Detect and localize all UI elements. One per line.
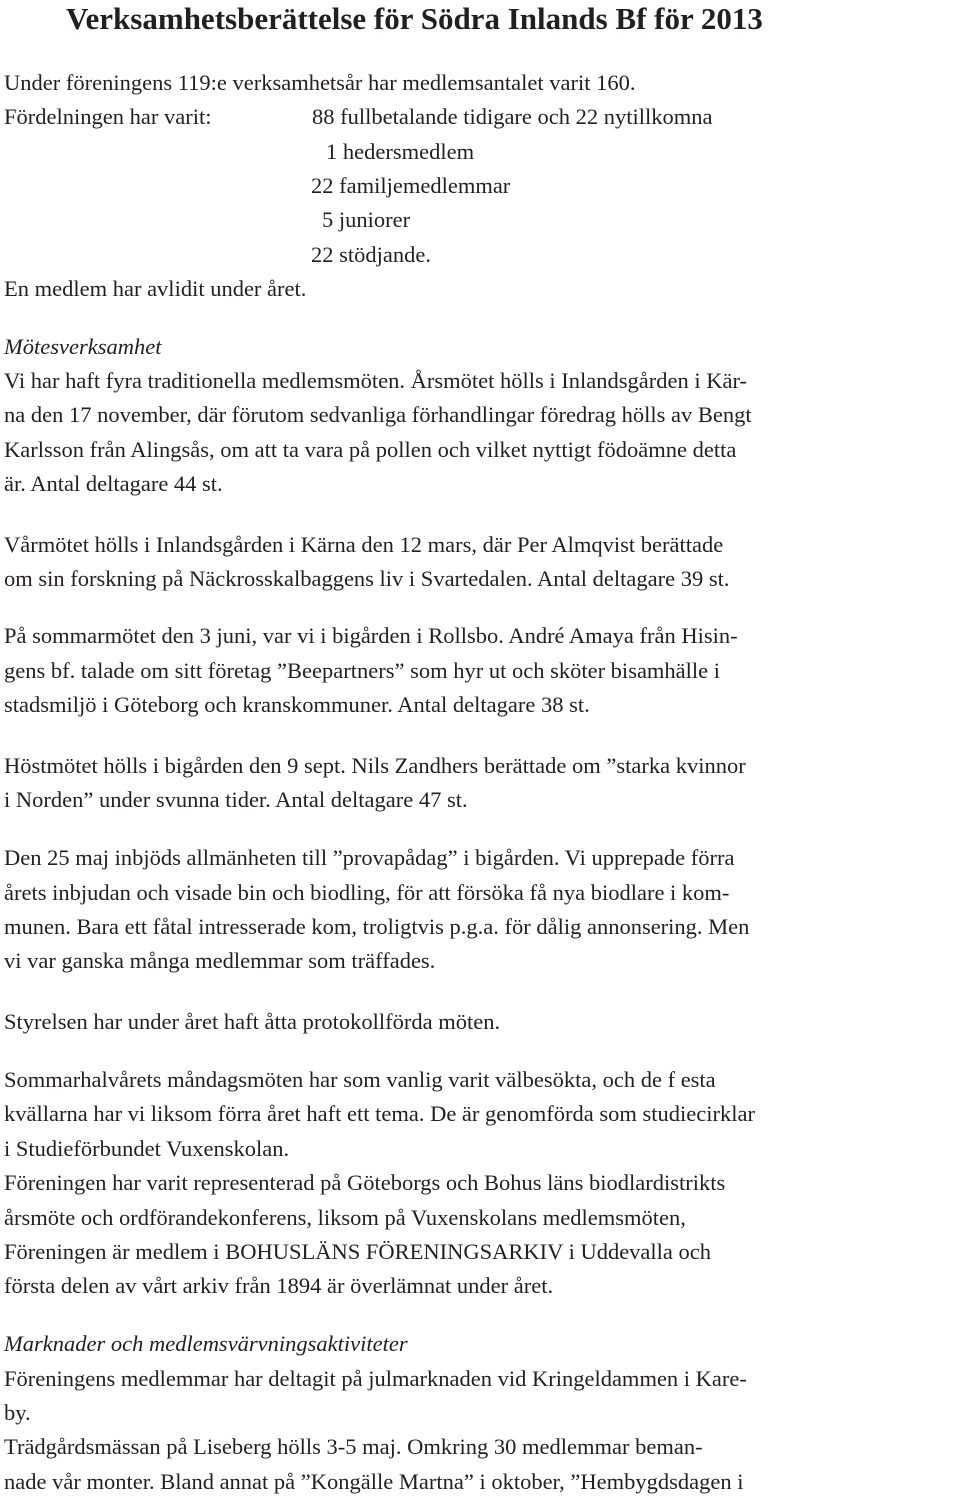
- text-line: 22 stödjande.: [311, 242, 431, 267]
- section-heading: Marknader och medlemsvärvningsaktiviteter: [4, 1331, 408, 1356]
- text-line: i Norden” under svunna tider. Antal deltagare 47 st.: [4, 787, 468, 812]
- text-line: På sommarmötet den 3 juni, var vi i bigården i Rollsbo. André Amaya från Hisin-: [4, 623, 738, 648]
- text-line: Höstmötet hölls i bigården den 9 sept. Nils Zandhers berättade om ”starka kvinnor: [4, 753, 746, 778]
- text-line: Under föreningens 119:e verksamhetsår har medlemsantalet varit 160.: [4, 70, 636, 95]
- text-line: gens bf. talade om sitt företag ”Beepartners” som hyr ut och sköter bisamhälle i: [4, 658, 721, 683]
- text-line: na den 17 november, där förutom sedvanliga förhandlingar föredrag hölls av Bengt: [4, 402, 752, 427]
- text-line: vi var ganska många medlemmar som träffades.: [4, 948, 436, 973]
- section-heading: Mötesverksamhet: [4, 334, 162, 359]
- text-line: första delen av vårt arkiv från 1894 är överlämnat under året.: [4, 1273, 554, 1298]
- text-line: om sin forskning på Näckrosskalbaggens liv i Svartedalen. Antal deltagare 39 st.: [4, 566, 730, 591]
- text-line: Sommarhalvårets måndagsmöten har som vanlig varit välbesökta, och de f esta: [4, 1067, 716, 1092]
- text-line: En medlem har avlidit under året.: [4, 276, 307, 301]
- text-line: är. Antal deltagare 44 st.: [4, 471, 223, 496]
- text-line: Trädgårdsmässan på Liseberg hölls 3-5 maj. Omkring 30 medlemmar beman-: [4, 1434, 703, 1459]
- text-line: Vi har haft fyra traditionella medlemsmöten. Årsmötet hölls i Inlandsgården i Kär-: [4, 368, 747, 393]
- text-line: Vårmötet hölls i Inlandsgården i Kärna den 12 mars, där Per Almqvist berättade: [4, 532, 724, 557]
- text-line: 1 hedersmedlem: [326, 139, 475, 164]
- text-line: 5 juniorer: [322, 207, 411, 232]
- text-line: Karlsson från Alingsås, om att ta vara på pollen och vilket nyttigt födoämne detta: [4, 437, 737, 462]
- text-line: munen. Bara ett fåtal intresserade kom, troligtvis p.g.a. för dålig annonsering. Men: [4, 914, 750, 939]
- document-title: Verksamhetsberättelse för Södra Inlands Bf för 2013: [66, 1, 763, 36]
- text-line: nade vår monter. Bland annat på ”Kongälle Martna” i oktober, ”Hembygdsdagen i: [4, 1469, 744, 1494]
- text-line: Styrelsen har under året haft åtta protokollförda möten.: [4, 1009, 501, 1034]
- text-line: Den 25 maj inbjöds allmänheten till ”provapådag” i bigården. Vi upprepade förra: [4, 845, 735, 870]
- text-line: Föreningen är medlem i BOHUSLÄNS FÖRENINGSARKIV i Uddevalla och: [4, 1239, 712, 1264]
- text-line: Fördelningen har varit:: [4, 104, 212, 129]
- text-line: stadsmiljö i Göteborg och kranskommuner. Antal deltagare 38 st.: [4, 692, 590, 717]
- text-line: i Studieförbundet Vuxenskolan.: [4, 1136, 290, 1161]
- text-line: 88 fullbetalande tidigare och 22 nytillkomna: [312, 104, 713, 129]
- text-line: 22 familjemedlemmar: [311, 173, 511, 198]
- text-line: by.: [4, 1400, 31, 1425]
- text-line: årets inbjudan och visade bin och biodling, för att försöka få nya biodlare i kom-: [4, 880, 730, 905]
- text-line: Föreningens medlemmar har deltagit på julmarknaden vid Kringeldammen i Kare-: [4, 1366, 747, 1391]
- text-line: årsmöte och ordförandekonferens, liksom på Vuxenskolans medlemsmöten,: [4, 1205, 686, 1230]
- text-line: kvällarna har vi liksom förra året haft ett tema. De är genomförda som studiecirklar: [4, 1101, 755, 1126]
- text-line: Föreningen har varit representerad på Göteborgs och Bohus läns biodlardistrikts: [4, 1170, 726, 1195]
